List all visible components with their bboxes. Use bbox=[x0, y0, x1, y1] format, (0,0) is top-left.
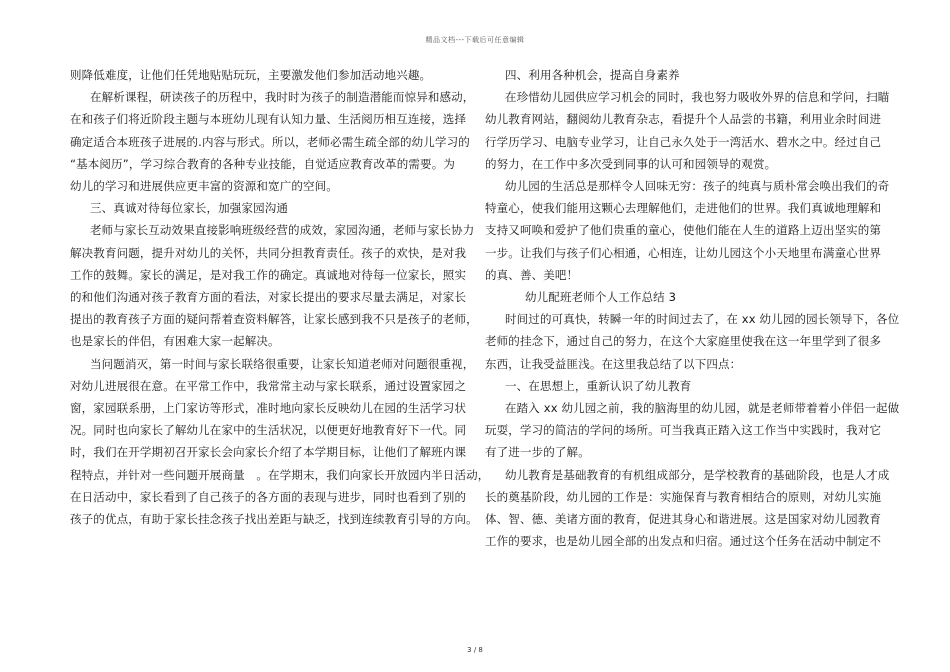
text-line: 有了进一步的了解。 bbox=[485, 445, 590, 460]
text-line: 时，我们在开学期初召开家长会向家长介绍了本学期目标，让他们了解班内课 bbox=[70, 445, 467, 460]
text-line: 时间过的可真快，转瞬一年的时间过去了，在 xx 幼儿园的园长领导下，各位 bbox=[505, 312, 900, 327]
text-line: 幼儿教育网站，翻阅幼儿教育杂志，看提升个人品尝的书籍，利用业余时间进 bbox=[485, 112, 882, 127]
text-line: 的真、善、美吧！ bbox=[485, 267, 579, 282]
text-line: 的和他们沟通对孩子教育方面的看法，对家长提出的要求尽量去满足，对家长 bbox=[70, 290, 467, 305]
right-column bbox=[485, 64, 900, 552]
text-line: 体、智、德、美诸方面的教育，促进其身心和谐进展。这是国家对幼儿园教育 bbox=[485, 512, 882, 527]
text-line: 程特点，并针对一些问题开展商量 。在学期末，我们向家长开放园内半日活动， bbox=[70, 467, 490, 482]
text-line: 在日活动中，家长看到了自己孩子的各方面的表现与进步，同时也看到了别的 bbox=[70, 489, 467, 504]
page-header: 精品文档---下载后可任意编辑 bbox=[425, 36, 525, 44]
text-line: 一、在思想上，重新认识了幼儿教育 bbox=[505, 378, 692, 393]
text-line: 一步。让我们与孩子们心相通，心相连，让幼儿园这个小天地里布满童心世界 bbox=[485, 245, 882, 260]
text-line: 在踏入 xx 幼儿园之前，我的脑海里的幼儿园，就是老师带着着小伴侣一起做 bbox=[505, 401, 900, 416]
text-line: 幼儿的学习和进展供应更丰富的资源和宽广的空间。 bbox=[70, 179, 338, 194]
text-line: 在和孩子们将近阶段主题与本班幼儿现有认知力量、生活阅历相互连接，选择 bbox=[70, 112, 467, 127]
text-line: 玩耍，学习的简洁的学问的场所。可当我真正踏入这工作当中实践时，我对它 bbox=[485, 423, 882, 438]
text-line: 则降低难度，让他们任凭地贴贴玩玩，主要激发他们参加活动地兴趣。 bbox=[70, 68, 432, 82]
text-line: 幼儿配班老师个人工作总结 3 bbox=[525, 290, 677, 305]
text-line: 确定适合本班孩子进展的.内容与形式。所以，老师必需生疏全部的幼儿学习的 bbox=[70, 134, 470, 149]
text-line: 四、利用各种机会，提高自身素养 bbox=[505, 68, 680, 82]
text-line: 在解析课程，研读孩子的历程中，我时时为孩子的制造潜能而惊异和感动， bbox=[90, 90, 475, 105]
text-line: 行学历学习、电脑专业学习，让自己永久处于一湾活水、碧水之中。经过自己 bbox=[485, 134, 882, 149]
text-line: 特童心，使我们能用这颗心去理解他们，走进他们的世界。我们真诚地理解和 bbox=[485, 201, 882, 216]
text-line: 老师的挂念下，通过自己的努力，在这个大家庭里使我在这一年里学到了很多 bbox=[485, 334, 882, 349]
page-number: 3 / 8 bbox=[467, 646, 483, 654]
text-line: 工作的鼓舞。家长的满足，是对我工作的确定。真诚地对待每一位家长，照实 bbox=[70, 267, 467, 282]
text-line: 三、真诚对待每位家长，加强家园沟通 bbox=[90, 201, 289, 216]
text-line: 况。同时也向家长了解幼儿在家中的生活状况，以便更好地教育好下一代。同 bbox=[70, 423, 467, 438]
text-line: 提出的教育孩子方面的疑问帮着查资料解答，让家长感到我不只是孩子的老师， bbox=[70, 312, 478, 327]
text-line: 工作的要求，也是幼儿园全部的出发点和归宿。通过这个任务在活动中制定不 bbox=[485, 534, 882, 549]
text-line: “基本阅历”，学习综合教育的各种专业技能，自觉适应教育改革的需要。为 bbox=[70, 156, 456, 171]
left-column bbox=[70, 64, 490, 530]
text-line: 解决教育问题，提升对幼儿的关怀，共同分担教育责任。孩子的欢快，是对我 bbox=[70, 245, 467, 260]
text-line: 幼儿教育是基础教育的有机组成部分，是学校教育的基础阶段，也是人才成 bbox=[505, 467, 890, 482]
text-line: 窗，家园联系册，上门家访等形式，准时地向家长反映幼儿在园的生活学习状 bbox=[70, 401, 467, 416]
text-line: 支持又呵唤和爱护了他们贵重的童心，使他们能在人生的道路上迈出坚实的第 bbox=[485, 223, 882, 238]
text-line: 在珍惜幼儿园供应学习机会的同时，我也努力吸收外界的信息和学问，扫瞄 bbox=[505, 90, 890, 105]
text-line: 孩子的优点，有助于家长挂念孩子找出差距与缺乏，找到连续教育引导的方向。 bbox=[70, 512, 478, 527]
text-line: 幼儿园的生活总是那样令人回味无穷：孩子的纯真与质朴常会唤出我们的奇 bbox=[505, 179, 890, 194]
text-line: 长的奠基阶段，幼儿园的工作是：实施保育与教育相结合的原则，对幼儿实施 bbox=[485, 489, 882, 504]
text-line: 也是家长的伴侣，有困难大家一起解决。 bbox=[70, 334, 280, 349]
text-line: 当问题消灭，第一时间与家长联络很重要，让家长知道老师对问题很重视， bbox=[90, 356, 475, 371]
text-line: 东西，让我受益匪浅。在这里我总结了以下四点： bbox=[485, 356, 742, 371]
text-line: 老师与家长互动效果直接影响班级经营的成效，家园沟通，老师与家长协力 bbox=[90, 223, 475, 238]
text-line: 的努力，在工作中多次受到同事的认可和园领导的观赏。 bbox=[485, 156, 777, 171]
text-line: 对幼儿进展很在意。在平常工作中，我常常主动与家长联系，通过设置家园之 bbox=[70, 378, 467, 393]
